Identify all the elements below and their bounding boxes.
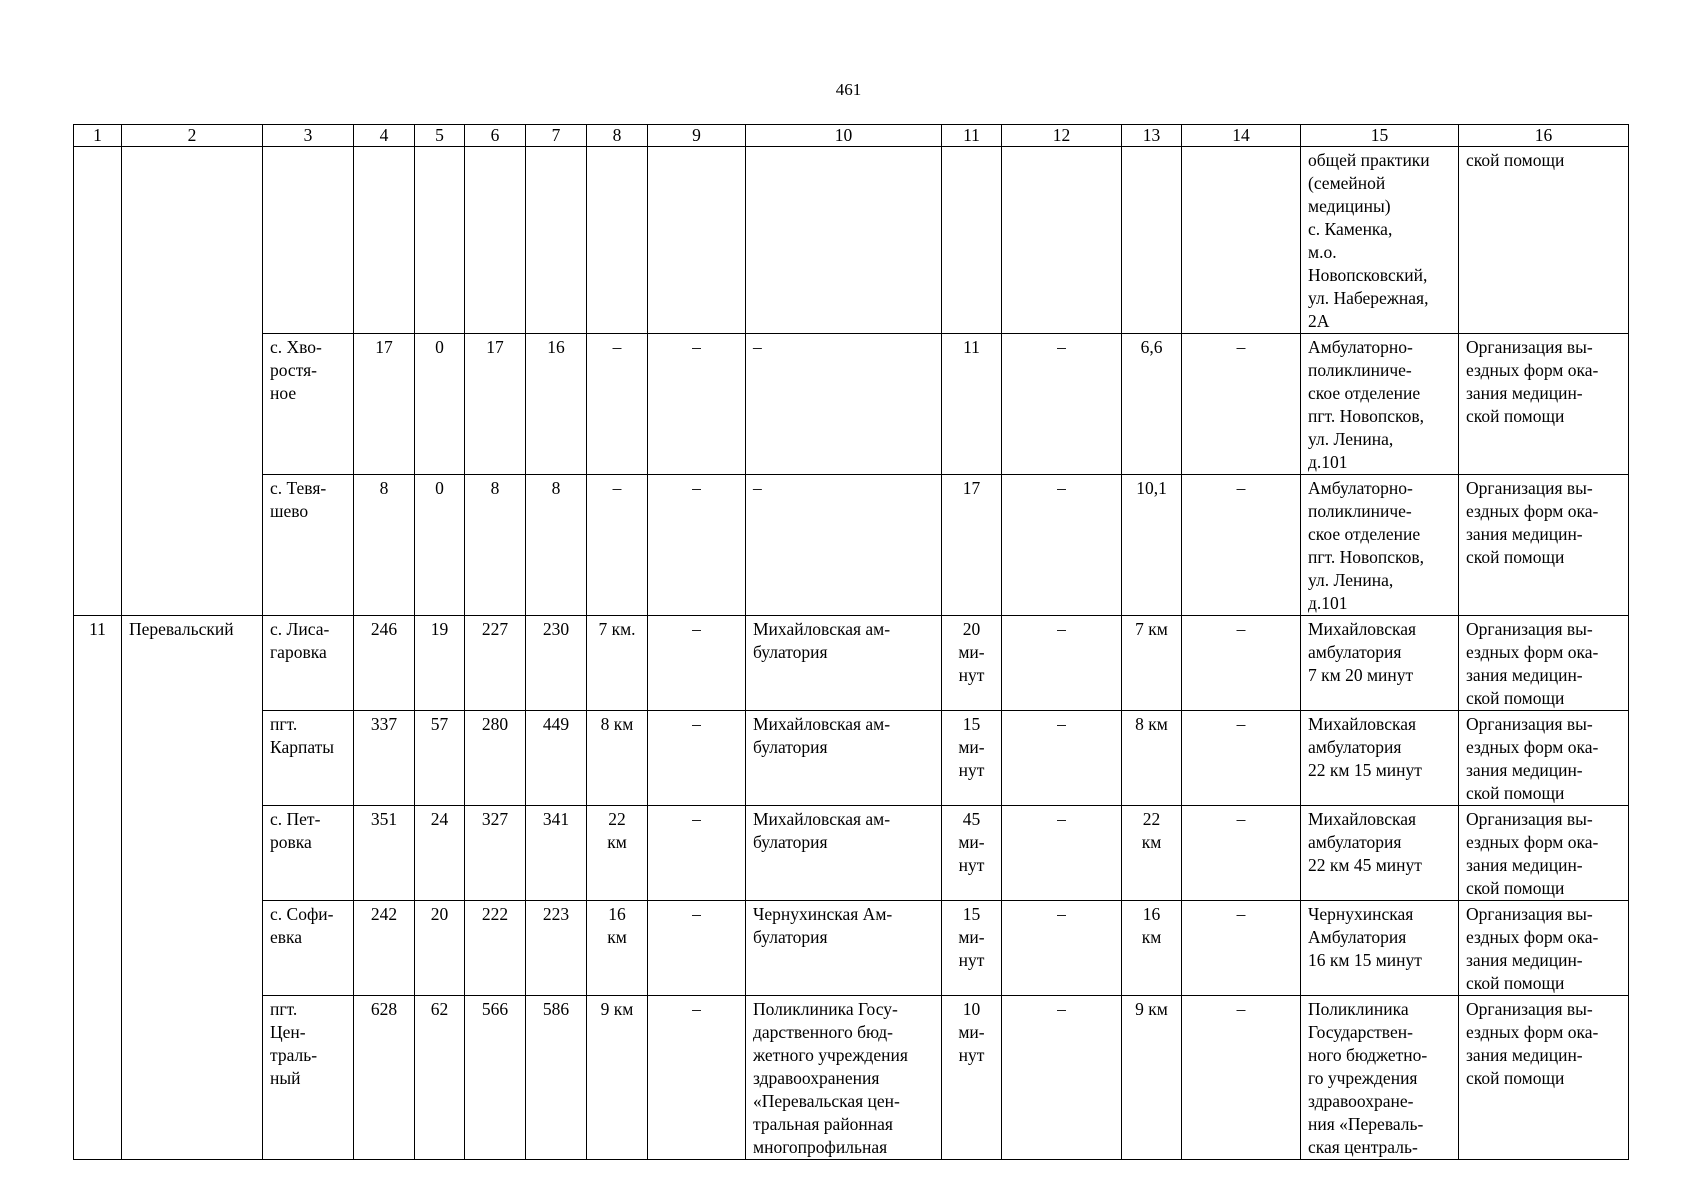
table-cell-col6: 17 [465, 334, 526, 475]
table-cell-col6: 8 [465, 475, 526, 616]
table-cell-col5: 20 [415, 901, 465, 996]
table-cell-col4: 351 [354, 806, 415, 901]
table-cell-col1 [74, 806, 122, 901]
table-cell-col15: Михайловская амбулатория 22 км 15 минут [1301, 711, 1459, 806]
table-cell-col12: – [1002, 996, 1122, 1160]
table-cell-col12: – [1002, 475, 1122, 616]
table-cell-col10: Чернухинская Ам- булатория [746, 901, 942, 996]
page-number: 461 [835, 80, 862, 99]
table-cell-col7: 341 [526, 806, 587, 901]
table-cell-col2 [122, 475, 263, 616]
table-cell-col13: 10,1 [1122, 475, 1182, 616]
header-cell-4: 4 [354, 125, 415, 147]
table-cell-col1: 11 [74, 616, 122, 711]
table-cell-col15: Чернухинская Амбулатория 16 км 15 минут [1301, 901, 1459, 996]
table-cell-col9: – [648, 806, 746, 901]
table-cell-col3 [263, 147, 354, 334]
table-row [74, 147, 1629, 334]
table-cell-col9: – [648, 711, 746, 806]
table-cell-col13: 16 км [1122, 901, 1182, 996]
table-cell-col8: 8 км [587, 711, 648, 806]
table-cell-col5 [415, 147, 465, 334]
table-cell-col4: 17 [354, 334, 415, 475]
table-cell-col4 [354, 147, 415, 334]
table-cell-col7: 586 [526, 996, 587, 1160]
table-cell-col13: 8 км [1122, 711, 1182, 806]
table-cell-col11: 15 ми- нут [942, 901, 1002, 996]
table-cell-col4: 337 [354, 711, 415, 806]
table-cell-col1 [74, 147, 122, 334]
table-cell-col2 [122, 334, 263, 475]
table-cell-col2 [122, 711, 263, 806]
table-row [74, 475, 1629, 616]
table-cell-col10 [746, 147, 942, 334]
table-cell-col12: – [1002, 711, 1122, 806]
table-cell-col3: с. Пет- ровка [263, 806, 354, 901]
table-cell-col7: 230 [526, 616, 587, 711]
table-cell-col12 [1002, 147, 1122, 334]
header-cell-13: 13 [1122, 125, 1182, 147]
header-cell-3: 3 [263, 125, 354, 147]
table-cell-col7: 16 [526, 334, 587, 475]
table-cell-col5: 62 [415, 996, 465, 1160]
table-cell-col1 [74, 901, 122, 996]
header-cell-12: 12 [1002, 125, 1122, 147]
table-cell-col14: – [1182, 334, 1301, 475]
table-cell-col1 [74, 996, 122, 1160]
table-cell-col3: пгт. Карпаты [263, 711, 354, 806]
header-cell-16: 16 [1459, 125, 1629, 147]
table-cell-col8: – [587, 475, 648, 616]
table-cell-col16: Организация вы- ездных форм ока- зания медицин- ской помощи [1459, 616, 1629, 711]
table-cell-col15: Амбулаторно- поликлиниче- ское отделение пгт. Новопсков, ул. Ленина, д.101 [1301, 334, 1459, 475]
table-cell-col12: – [1002, 334, 1122, 475]
table-cell-col6 [465, 147, 526, 334]
table-cell-col6: 280 [465, 711, 526, 806]
table-cell-col14: – [1182, 711, 1301, 806]
table-cell-col1 [74, 334, 122, 475]
table-cell-col8: – [587, 334, 648, 475]
table-cell-col10: Михайловская ам- булатория [746, 711, 942, 806]
table-cell-col4: 8 [354, 475, 415, 616]
table-cell-col16: Организация вы- ездных форм ока- зания медицин- ской помощи [1459, 996, 1629, 1160]
table-cell-col15: Поликлиника Государствен- ного бюджетно- го учреждения здравоохране- ния «Переваль- ская централь- [1301, 996, 1459, 1160]
table-row [74, 334, 1629, 475]
table-cell-col16: Организация вы- ездных форм ока- зания медицин- ской помощи [1459, 334, 1629, 475]
table-cell-col13: 7 км [1122, 616, 1182, 711]
table-cell-col12: – [1002, 616, 1122, 711]
table-cell-col8: 22 км [587, 806, 648, 901]
table-row [74, 901, 1629, 996]
table-cell-col11: 11 [942, 334, 1002, 475]
table-cell-col6: 227 [465, 616, 526, 711]
table-cell-col9: – [648, 475, 746, 616]
table-cell-col10: Михайловская ам- булатория [746, 806, 942, 901]
table-cell-col8: 16 км [587, 901, 648, 996]
header-cell-1: 1 [74, 125, 122, 147]
header-cell-15: 15 [1301, 125, 1459, 147]
table-cell-col16: Организация вы- ездных форм ока- зания медицин- ской помощи [1459, 475, 1629, 616]
table-cell-col6: 566 [465, 996, 526, 1160]
table-cell-col7: 8 [526, 475, 587, 616]
table-cell-col2 [122, 996, 263, 1160]
table-cell-col7: 223 [526, 901, 587, 996]
table-cell-col15: Михайловская амбулатория 22 км 45 минут [1301, 806, 1459, 901]
table-cell-col2: Перевальский [122, 616, 263, 711]
table-cell-col10: – [746, 334, 942, 475]
table-cell-col14: – [1182, 806, 1301, 901]
table-cell-col9: – [648, 616, 746, 711]
table-cell-col9: – [648, 901, 746, 996]
table-cell-col12: – [1002, 901, 1122, 996]
table-cell-col8: 7 км. [587, 616, 648, 711]
table-cell-col4: 242 [354, 901, 415, 996]
header-cell-11: 11 [942, 125, 1002, 147]
table-row [74, 616, 1629, 711]
table-cell-col11: 45 ми- нут [942, 806, 1002, 901]
table-cell-col13 [1122, 147, 1182, 334]
table-cell-col3: с. Лиса- гаровка [263, 616, 354, 711]
table-cell-col15: общей практики (семейной медицины) с. Каменка, м.о. Новопсковский, ул. Набережная, 2А [1301, 147, 1459, 334]
table-cell-col6: 327 [465, 806, 526, 901]
table-cell-col11 [942, 147, 1002, 334]
table-cell-col14: – [1182, 901, 1301, 996]
header-cell-10: 10 [746, 125, 942, 147]
table-cell-col16: Организация вы- ездных форм ока- зания медицин- ской помощи [1459, 806, 1629, 901]
table-cell-col4: 246 [354, 616, 415, 711]
table-cell-col3: с. Тевя- шево [263, 475, 354, 616]
table-cell-col10: – [746, 475, 942, 616]
table-cell-col2 [122, 901, 263, 996]
table-row [74, 806, 1629, 901]
header-cell-9: 9 [648, 125, 746, 147]
table-cell-col7: 449 [526, 711, 587, 806]
table-row [74, 996, 1629, 1160]
table-cell-col5: 57 [415, 711, 465, 806]
table-cell-col16: ской помощи [1459, 147, 1629, 334]
header-cell-6: 6 [465, 125, 526, 147]
table-cell-col13: 6,6 [1122, 334, 1182, 475]
table-cell-col1 [74, 711, 122, 806]
header-cell-2: 2 [122, 125, 263, 147]
table-cell-col16: Организация вы- ездных форм ока- зания медицин- ской помощи [1459, 711, 1629, 806]
table-cell-col3: с. Софи- евка [263, 901, 354, 996]
table-cell-col9: – [648, 334, 746, 475]
table-cell-col5: 19 [415, 616, 465, 711]
table-cell-col3: с. Хво- ростя- ное [263, 334, 354, 475]
table-row [74, 711, 1629, 806]
header-cell-8: 8 [587, 125, 648, 147]
table-cell-col11: 15 ми- нут [942, 711, 1002, 806]
table-cell-col8: 9 км [587, 996, 648, 1160]
table-cell-col15: Михайловская амбулатория 7 км 20 минут [1301, 616, 1459, 711]
table-cell-col7 [526, 147, 587, 334]
header-cell-14: 14 [1182, 125, 1301, 147]
table-cell-col8 [587, 147, 648, 334]
table-cell-col14: – [1182, 996, 1301, 1160]
table-cell-col2 [122, 147, 263, 334]
table-cell-col14 [1182, 147, 1301, 334]
header-row [74, 125, 1629, 147]
table-cell-col5: 0 [415, 475, 465, 616]
table-cell-col5: 24 [415, 806, 465, 901]
table-cell-col11: 20 ми- нут [942, 616, 1002, 711]
table-cell-col12: – [1002, 806, 1122, 901]
table-cell-col9: – [648, 996, 746, 1160]
table-cell-col3: пгт. Цен- траль- ный [263, 996, 354, 1160]
table-cell-col9 [648, 147, 746, 334]
table-cell-col14: – [1182, 475, 1301, 616]
table-cell-col1 [74, 475, 122, 616]
table-cell-col16: Организация вы- ездных форм ока- зания медицин- ской помощи [1459, 901, 1629, 996]
table-cell-col2 [122, 806, 263, 901]
table-cell-col11: 10 ми- нут [942, 996, 1002, 1160]
table-cell-col5: 0 [415, 334, 465, 475]
table-cell-col15: Амбулаторно- поликлиниче- ское отделение пгт. Новопсков, ул. Ленина, д.101 [1301, 475, 1459, 616]
table-cell-col10: Михайловская ам- булатория [746, 616, 942, 711]
table-cell-col10: Поликлиника Госу- дарственного бюд- жетного учреждения здравоохранения «Перевальская цен- тральная районная многопрофильная [746, 996, 942, 1160]
header-cell-7: 7 [526, 125, 587, 147]
table-cell-col11: 17 [942, 475, 1002, 616]
table-cell-col13: 9 км [1122, 996, 1182, 1160]
table-cell-col6: 222 [465, 901, 526, 996]
table-cell-col4: 628 [354, 996, 415, 1160]
header-cell-5: 5 [415, 125, 465, 147]
data-table [73, 124, 1629, 1160]
table-cell-col14: – [1182, 616, 1301, 711]
table-cell-col13: 22 км [1122, 806, 1182, 901]
